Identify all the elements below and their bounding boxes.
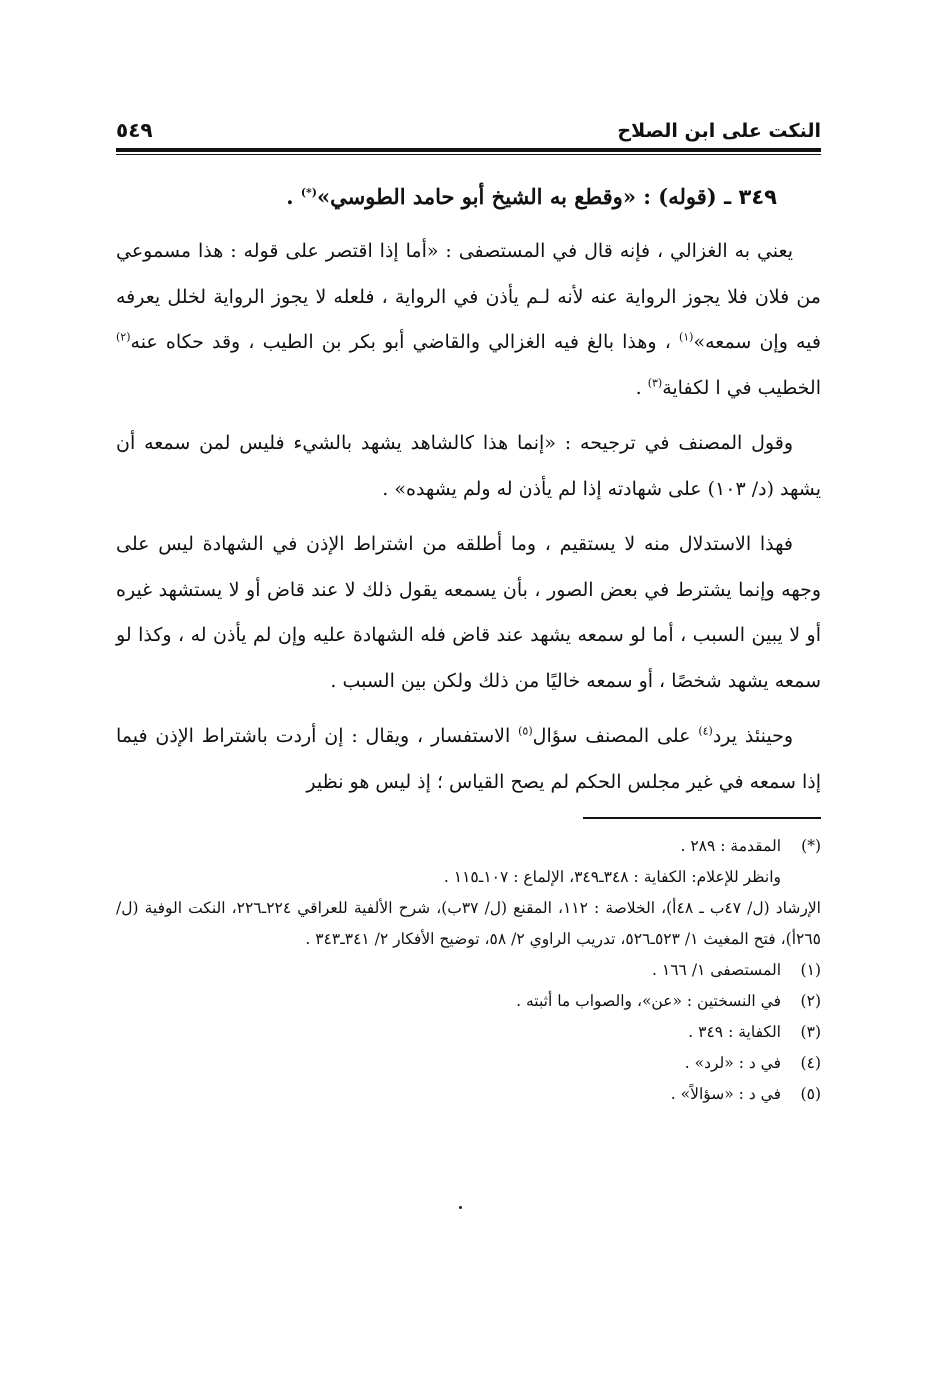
- footnote-star-mark: (*): [801, 837, 821, 855]
- footnote-ref-2[interactable]: (٢): [116, 330, 131, 344]
- footnote-star: [116, 831, 821, 862]
- running-header: [116, 108, 821, 142]
- footnote-star-line-3: الإرشاد (ل/ ٤٧ب ـ ٤٨أ)، الخلاصة : ١١٢، المقنع (ل/ ٣٧ب)، شرح الألفية للعراقي ٢٢٤ـ٢٢٦، النكت الوفية (ل/ ٢٦٥أ)، فتح المغيث ١/ ٥٢٣ـ٥٢٦، تدريب الراوي ٢/ ٥٨، توضيح الأفكار ٢/ ٣٤١ـ٣٤٣ .: [116, 899, 821, 948]
- footnote-3-text: الكفاية : ٣٤٩ .: [688, 1023, 781, 1041]
- paragraph-4: [116, 714, 821, 805]
- footnote-star-text: المقدمة : ٢٨٩ .: [680, 837, 781, 855]
- book-page: [116, 108, 821, 1110]
- section-heading: [116, 177, 821, 217]
- paragraph-4-text-a: وحينئذ يرد: [712, 725, 793, 747]
- running-title: النكت على ابن الصلاح: [617, 120, 821, 142]
- footnote-4-mark: (٤): [800, 1054, 821, 1072]
- footnote-2: [116, 986, 821, 1017]
- footnote-ref-1[interactable]: (١): [678, 330, 694, 344]
- section-heading-end: .: [286, 184, 301, 209]
- footnote-ref-star[interactable]: (*): [300, 186, 317, 199]
- scan-speck: [459, 1206, 462, 1209]
- page-number: ٥٤٩: [116, 118, 153, 142]
- paragraph-1-text-d: .: [635, 376, 648, 399]
- footnote-1-mark: (١): [800, 961, 821, 979]
- footnote-ref-5[interactable]: (٥): [518, 724, 533, 738]
- footnote-ref-3[interactable]: (٣): [647, 376, 663, 390]
- paragraph-1: [116, 229, 821, 411]
- footnote-4: [116, 1048, 821, 1079]
- header-rule-thick: [116, 148, 821, 152]
- paragraph-2: وقول المصنف في ترجيحه : «إنما هذا كالشاهد يشهد بالشيء فليس لمن سمعه أن يشهد (د/ ١٠٣) على شهادته إذا لم يأذن له ولم يشهده» .: [116, 432, 821, 500]
- footnote-5-text: في د : «سؤالاً» .: [670, 1085, 781, 1103]
- footnote-star-line-2: وانظر للإعلام: الكفاية : ٣٤٨ـ٣٤٩، الإلماع : ١٠٧ـ١١٥ .: [443, 868, 781, 886]
- paragraph-4-text-b: على المصنف سؤال: [532, 725, 699, 747]
- footnote-1: [116, 955, 821, 986]
- footnote-2-mark: (٢): [800, 992, 821, 1010]
- paragraph-1-text-a: يعني به الغزالي ، فإنه قال في المستصفى : «أما إذا اقتصر على قوله : هذا مسموعي من فلان فلا يجوز الرواية عنه لأنه لـم يأذن في الرواية ، فلعله لا يجوز الرواية لخلل يعرفه فيه وإن سمعه»: [116, 240, 821, 353]
- footnote-5-mark: (٥): [800, 1085, 821, 1103]
- footnote-5: [116, 1079, 821, 1110]
- header-rule-thin: [116, 154, 821, 155]
- section-heading-text: (قوله) : «وقطع به الشيخ أبو حامد الطوسي»: [317, 184, 717, 209]
- paragraph-3: فهذا الاستدلال منه لا يستقيم ، وما أطلقه من اشتراط الإذن في الشهادة ليس على وجهه وإنما يشترط في بعض الصور ، بأن يسمعه يقول ذلك لا عند قاض أو لا يستشهد غيره أو لا يبين السبب ، أما لو سمعه يشهد عند قاض فله الشهادة عليه وإن لم يأذن له ، وكذا لو سمعه يشهد شخصًا ، أو سمعه خاليًا من ذلك ولكن بين السبب .: [116, 533, 821, 692]
- paragraph-1-text-c: الخطيب في ا لكفاية: [662, 376, 821, 399]
- paragraph-1-text-b: ، وهذا بالغ فيه الغزالي والقاضي أبو بكر بن الطيب ، وقد حكاه عنه: [130, 331, 679, 353]
- paragraph-4-text-c: الاستفسار ، ويقال : إن أردت باشتراط الإذن فيما إذا سمعه في غير مجلس الحكم لم يصح القياس ؛ إذ ليس هو نظير: [116, 725, 821, 793]
- footnote-ref-4[interactable]: (٤): [698, 724, 713, 738]
- footnote-1-text: المستصفى ١/ ١٦٦ .: [652, 961, 781, 979]
- footnote-3-mark: (٣): [800, 1023, 821, 1041]
- footnote-3: [116, 1017, 821, 1048]
- footnote-2-text: في النسختين : «عن»، والصواب ما أثبته .: [516, 992, 781, 1010]
- footnotes: [116, 831, 821, 1110]
- section-number: ٣٤٩ ـ: [724, 185, 777, 209]
- footnote-separator: [583, 817, 821, 819]
- footnote-4-text: في د : «لرد» .: [684, 1054, 781, 1072]
